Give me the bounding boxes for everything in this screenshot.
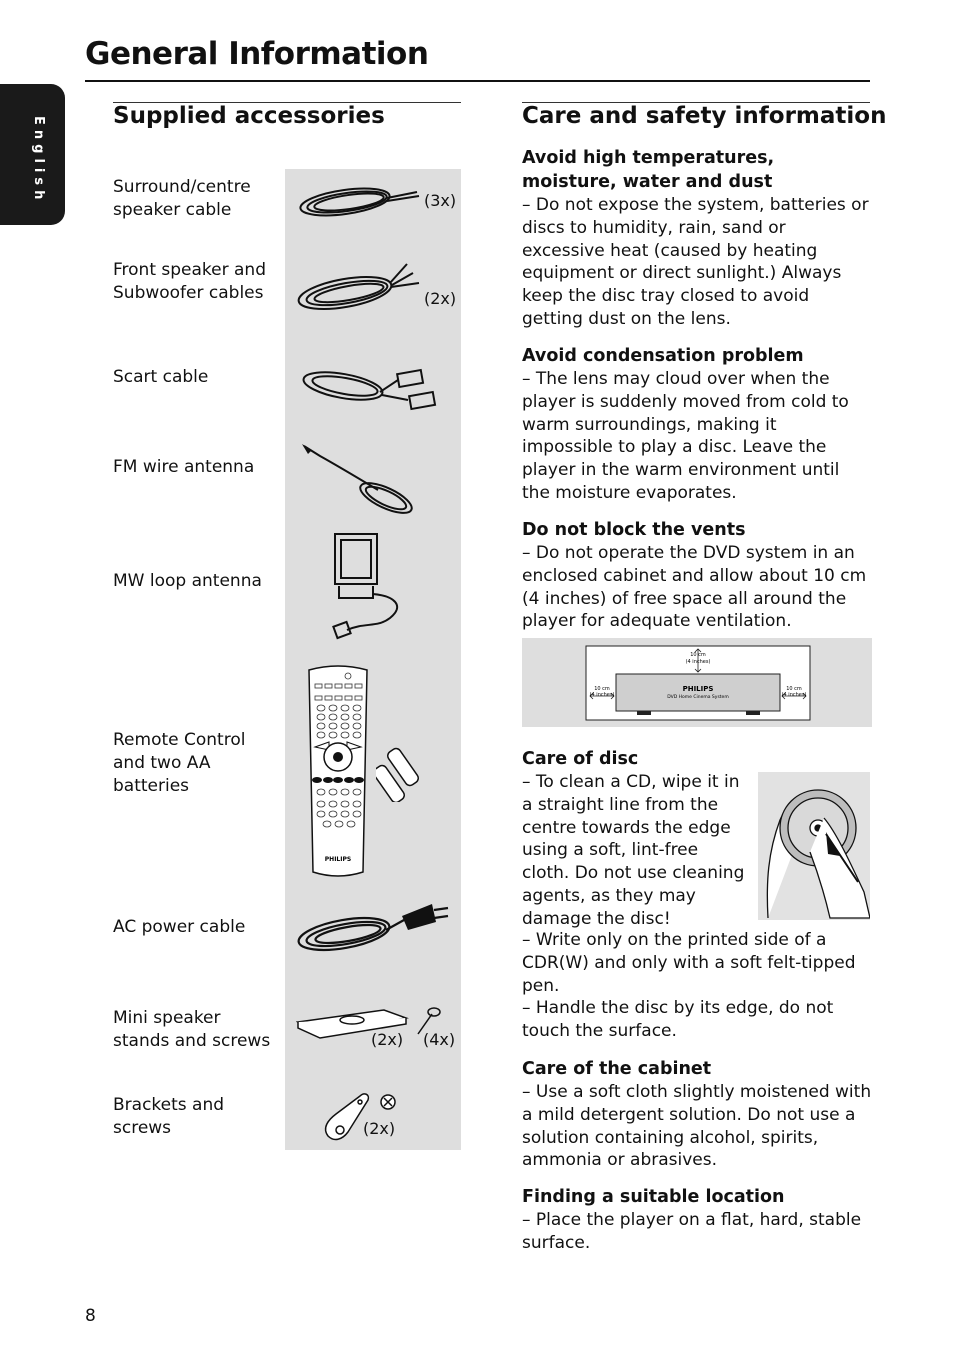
remote-brand: PHILIPS <box>324 856 352 863</box>
section-text: – The lens may cloud over when the player is suddenly moved from cold to warm surroundings, making it impossible to play a disc. Leave the player in the warm environment until the moisture evaporates. <box>522 369 849 503</box>
vent-top-label-2: (4 inches) <box>685 659 711 665</box>
surround-cable-icon <box>295 180 425 225</box>
care-section-disc <box>522 747 748 931</box>
care-heading: Care and safety information <box>522 103 887 129</box>
care-section-cabinet <box>522 1057 872 1172</box>
section-text-1: – To clean a CD, wipe it in a straight line from the centre towards the edge using a soft, lint-free cloth. Do not use cleaning agents, as they may damage the disc! <box>522 772 745 929</box>
ventilation-diagram-svg <box>522 638 872 727</box>
disc-cleaning-illustration <box>758 772 870 920</box>
vent-brand: PHILIPS <box>682 685 714 693</box>
speaker-screws-qty: (4x) <box>423 1030 456 1049</box>
surround-cable-qty: (3x) <box>424 191 457 210</box>
fm-antenna-icon <box>298 440 418 520</box>
disc-cleaning-icon <box>758 772 870 920</box>
section-text: – Do not operate the DVD system in an enclosed cabinet and allow about 10 cm (4 inches) of free space all around the player for adequate ventilation. <box>522 543 867 632</box>
accessory-label-fm-antenna: FM wire antenna <box>113 457 255 477</box>
section-title: Finding a suitable location <box>522 1187 785 1207</box>
section-text-2: – Write only on the printed side of a CDR(W) and only with a soft felt-tipped pen. <box>522 930 856 996</box>
accessory-label-front-cables: Front speaker and Subwoofer cables <box>113 260 266 303</box>
section-title: Care of the cabinet <box>522 1059 712 1079</box>
page-number: 8 <box>85 1306 96 1326</box>
power-cable-icon <box>294 900 454 960</box>
accessory-label-power-cable: AC power cable <box>113 917 246 937</box>
accessory-label-surround-cable: Surround/centre speaker cable <box>113 177 251 220</box>
vent-right-label-2: (4 inches) <box>781 692 807 698</box>
ventilation-diagram <box>522 638 872 727</box>
accessory-label-scart-cable: Scart cable <box>113 367 209 387</box>
section-text-3: – Handle the disc by its edge, do not touch the surface. <box>522 998 834 1042</box>
vent-top-label-1: 10 cm <box>690 652 706 658</box>
care-section-location <box>522 1185 872 1255</box>
scart-cable-icon <box>298 362 443 414</box>
care-section-temperature <box>522 146 872 331</box>
vent-left-label-1: 10 cm <box>594 686 610 692</box>
section-text: – Do not expose the system, batteries or discs to humidity, rain, sand or excessive heat (caused by heating equipment or direct sunlight.) Always keep the disc tray closed to avoid getting dust on the lens. <box>522 195 869 329</box>
section-title: Do not block the vents <box>522 520 746 540</box>
language-tab <box>0 84 65 225</box>
section-title: Avoid condensation problem <box>522 346 804 366</box>
front-cables-icon <box>295 258 425 318</box>
accessories-heading: Supplied accessories <box>113 103 385 129</box>
brackets-qty: (2x) <box>363 1119 396 1138</box>
page-title: General Information <box>85 36 429 72</box>
accessory-label-brackets: Brackets and screws <box>113 1095 225 1138</box>
front-cables-qty: (2x) <box>424 289 457 308</box>
speaker-stands-qty: (2x) <box>371 1030 404 1049</box>
care-section-vents <box>522 518 872 633</box>
vent-model: DVD Home Cinema System <box>667 695 729 700</box>
vent-left-label-2: (4 inches) <box>589 692 615 698</box>
section-text: – Use a soft cloth slightly moistened with a mild detergent solution. Do not use a solution containing alcohol, spirits, ammonia or abrasives. <box>522 1082 872 1171</box>
batteries-icon <box>376 742 436 802</box>
care-section-condensation <box>522 344 872 505</box>
mw-loop-antenna-icon <box>325 526 410 646</box>
section-text: – Place the player on a flat, hard, stable surface. <box>522 1210 862 1253</box>
title-rule <box>85 80 870 82</box>
vent-right-label-1: 10 cm <box>786 686 802 692</box>
accessory-label-remote: Remote Control and two AA batteries <box>113 730 246 796</box>
care-section-disc-continued <box>522 929 872 1043</box>
section-title: Care of disc <box>522 749 639 769</box>
accessory-label-mw-antenna: MW loop antenna <box>113 571 262 591</box>
section-title: Avoid high temperatures, moisture, water and dust <box>522 148 775 192</box>
remote-control-icon <box>303 662 373 884</box>
accessory-label-speaker-stands: Mini speaker stands and screws <box>113 1008 271 1051</box>
language-tab-label: English <box>31 116 46 205</box>
